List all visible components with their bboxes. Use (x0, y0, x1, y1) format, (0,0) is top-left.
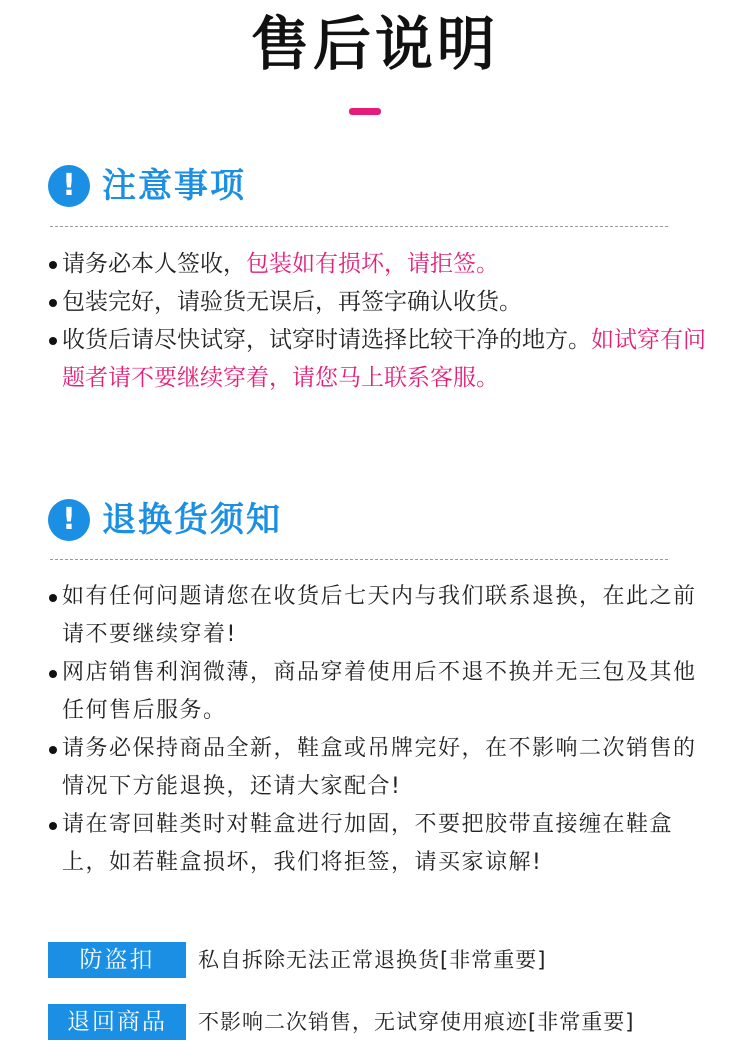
section-divider (50, 226, 668, 227)
section-title: 退换货须知 (102, 500, 282, 540)
highlight-text: 包装如有损坏，请拒签。 (246, 251, 499, 277)
tag-label: 退回商品 (48, 1004, 186, 1040)
list-item: 网店销售利润微薄，商品穿着使用后不退不换并无三包及其他任何售后服务。 (48, 654, 708, 730)
highlight-text: 如试穿有问题者请不要继续穿着，请您马上联系客服。 (62, 327, 706, 391)
list-item: 收货后请尽快试穿，试穿时请选择比较干净的地方。如试穿有问题者请不要继续穿着，请您马上联系客服。 (48, 321, 708, 397)
list-item: 如有任何问题请您在收货后七天内与我们联系退换，在此之前请不要继续穿着! (48, 578, 708, 654)
title-accent-bar (349, 108, 381, 115)
tag-label: 防盗扣 (48, 942, 186, 978)
list-item: 请在寄回鞋类时对鞋盒进行加固，不要把胶带直接缠在鞋盒上，如若鞋盒损坏，我们将拒签，请买家谅解! (48, 806, 708, 882)
section-title: 注意事项 (102, 166, 246, 206)
page-title: 售后说明 (250, 10, 499, 78)
tag-description: 不影响二次销售，无试穿使用痕迹[非常重要] (198, 1010, 635, 1034)
notice-list (48, 245, 708, 397)
list-item: 包装完好，请验货无误后，再签字确认收货。 (48, 283, 708, 321)
tag-description: 私自拆除无法正常退换货[非常重要] (198, 948, 547, 972)
list-item: 请务必本人签收，包装如有损坏，请拒签。 (48, 245, 708, 283)
exclamation-icon: ! (48, 165, 90, 207)
return-policy-list (48, 578, 708, 882)
section-divider (50, 559, 668, 560)
list-item: 请务必保持商品全新，鞋盒或吊牌完好，在不影响二次销售的情况下方能退换，还请大家配合! (48, 730, 708, 806)
exclamation-icon: ! (48, 499, 90, 541)
